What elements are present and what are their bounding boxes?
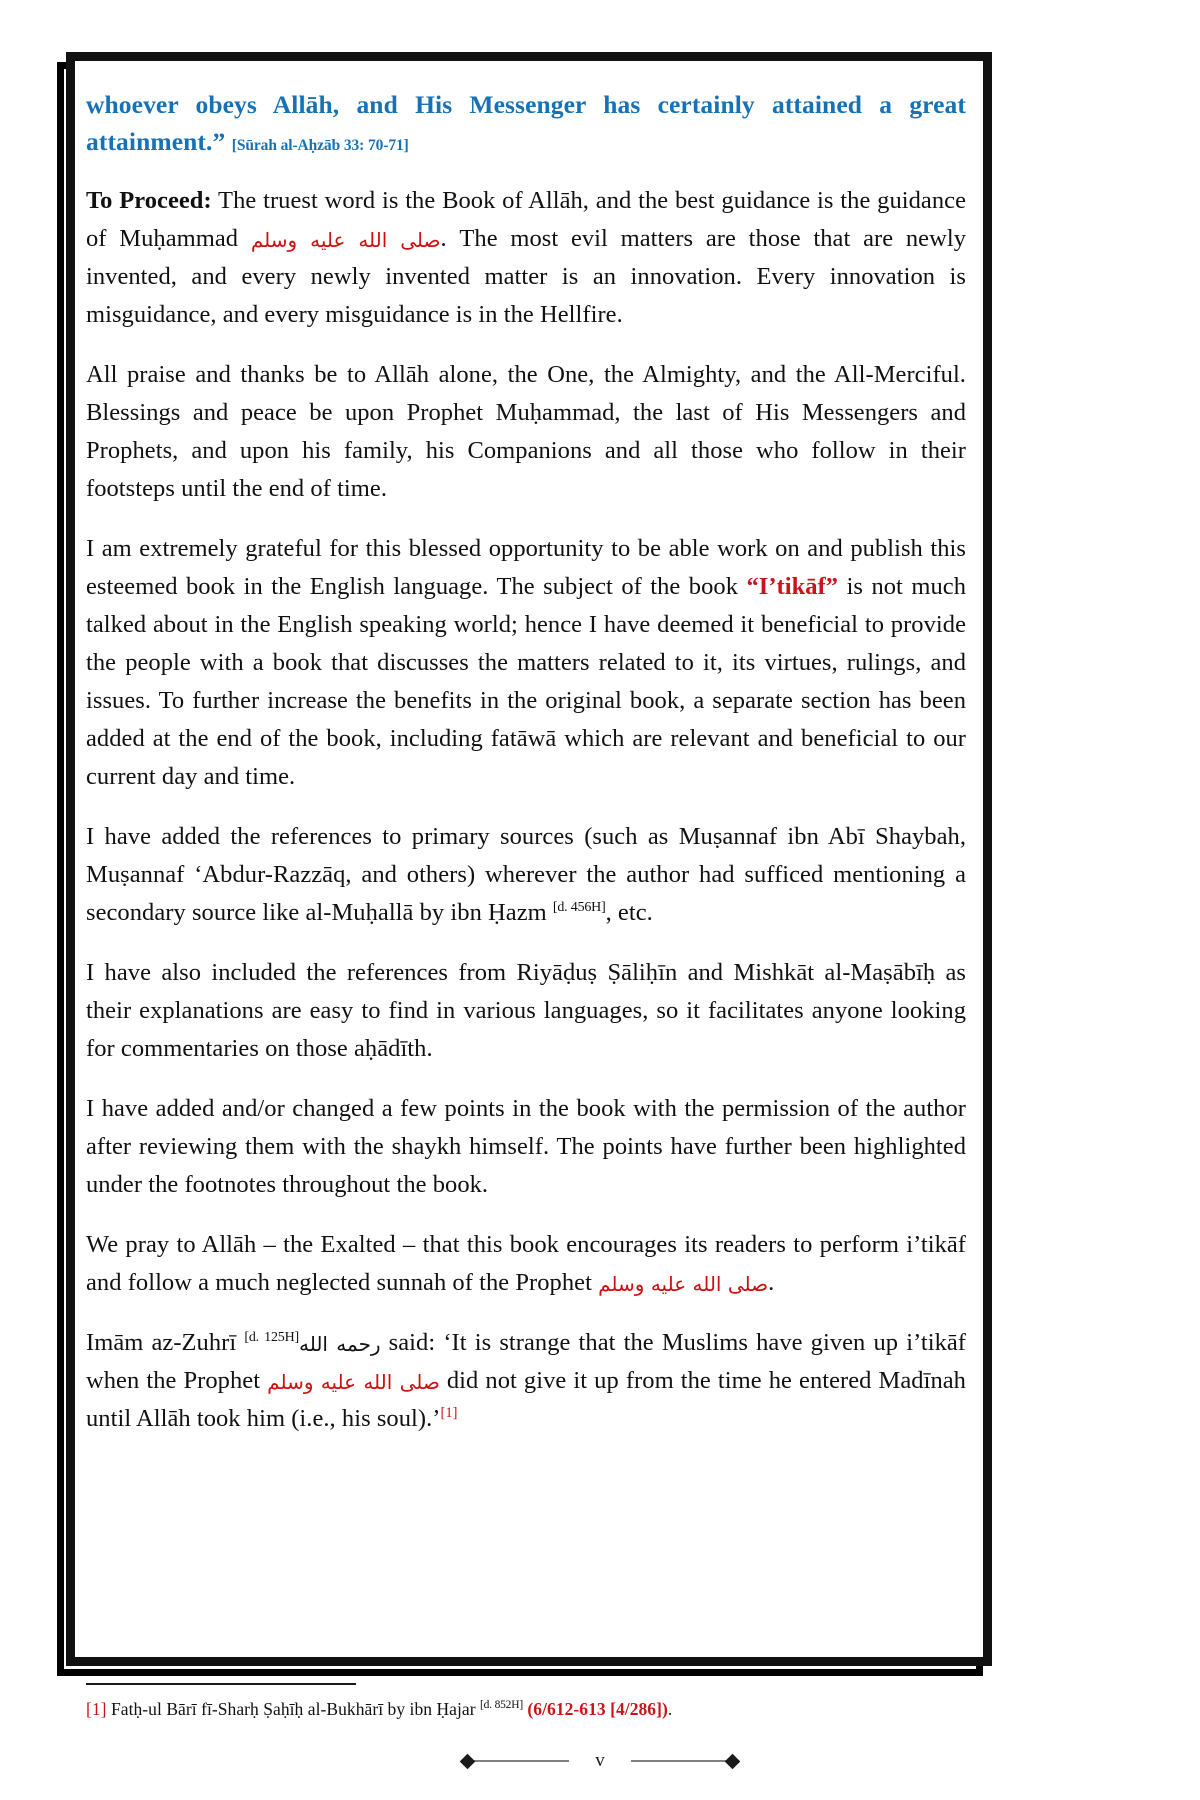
rule-ornament-left [473, 1760, 569, 1762]
footnote-text-after: . [667, 1698, 673, 1719]
footnote-volume-reference: (6/612-613 [4/286]) [527, 1698, 668, 1719]
paragraph-az-zuhri [86, 1324, 966, 1438]
paragraph-riyadus-salihin [86, 954, 966, 1068]
rule-ornament-right [631, 1760, 727, 1762]
diamond-ornament-left-icon [460, 1753, 476, 1769]
footnote-separator-rule [86, 1683, 356, 1685]
references-text-part2: , etc. [605, 898, 653, 926]
to-proceed-text-part1: The truest word is the Book of Allāh, and the best guidance is the guidance of Muḥammad [86, 187, 967, 253]
paragraph-changes [86, 1090, 966, 1204]
paragraph-references [86, 818, 966, 932]
quran-verse-text: whoever obeys Allāh, and His Messenger has certainly attained a great attainment.” [86, 90, 966, 157]
salawat-icon: صلى الله عليه وسلم [598, 1271, 769, 1296]
paragraph-grateful [86, 530, 966, 796]
prayer-text-part2: . [768, 1268, 775, 1296]
salawat-icon: صلى الله عليه وسلم [267, 1369, 440, 1394]
footnote-number: [1] [86, 1698, 107, 1719]
diamond-ornament-right-icon [724, 1753, 740, 1769]
to-proceed-label: To Proceed: [86, 187, 212, 215]
death-date-ibn-hazm: [d. 456H] [552, 899, 606, 915]
grateful-text-part2: is not much talked about in the English speaking world; hence I have deemed it beneficial to provide the people with a book that discusses the matters related to it, its virtues, rulings, and issues. To further increase the benefits in the original book, a separate section has been added at the end of the book, including fatāwā which are relevant and beneficial to our current day and time. [86, 573, 966, 790]
page-folio [0, 1750, 1200, 1772]
page-number: v [595, 1750, 605, 1771]
az-zuhri-text-part3: did not give it up from the time he entered Madīnah until Allāh took him (i.e., his soul).’ [86, 1366, 966, 1432]
references-text-part1: I have added the references to primary sources (such as Muṣannaf ibn Abī Shaybah, Muṣannaf ‘Abdur-Razzāq, and others) wherever the author had sufficed mentioning a secondary source like al-Muḥallā by ibn Ḥazm [86, 822, 966, 926]
quran-verse-block [86, 86, 966, 160]
paragraph-prayer [86, 1226, 966, 1302]
footnote-marker-inline[interactable]: [1] [440, 1404, 458, 1421]
quran-verse-reference: [Sūrah al-Aḥzāb 33: 70-71] [231, 137, 409, 155]
paragraph-to-proceed [86, 182, 966, 334]
death-date-ibn-hajar: [d. 852H] [480, 1698, 523, 1711]
az-zuhri-text-part2: said: ‘It is strange that the Muslims have given up i’tikāf when the Prophet [86, 1328, 967, 1394]
itikaf-highlight: “I’tikāf” [746, 573, 839, 601]
changes-text: I have added and/or changed a few points in the book with the permission of the author after reviewing them with the shaykh himself. The points have further been highlighted under the footnotes throughout the book. [86, 1094, 966, 1198]
to-proceed-text-part2: . The most evil matters are those that are newly invented, and every newly invented matter is an innovation. Every innovation is misguidance, and every misguidance is in the Hellfire. [86, 225, 967, 329]
page-content [86, 86, 966, 1636]
death-date-az-zuhri: [d. 125H] [244, 1329, 299, 1345]
paragraph-praise [86, 356, 966, 508]
paragraph-praise-text: All praise and thanks be to Allāh alone, the One, the Almighty, and the All-Merciful. Blessings and peace be upon Prophet Muḥammad, the last of His Messengers and Prophets, and upon his family, his Companions and all those who follow in their footsteps until the end of time. [86, 361, 966, 503]
footnote-text-before: Fatḥ-ul Bārī fī-Sharḥ Ṣaḥīḥ al-Bukhārī by ibn Ḥajar [106, 1698, 481, 1719]
az-zuhri-text-part1: Imām az-Zuhrī [86, 1328, 245, 1356]
salawat-icon: صلى الله عليه وسلم [250, 228, 441, 253]
footnote-area [86, 1683, 966, 1722]
riyadus-salihin-text: I have also included the references from Riyāḍuṣ Ṣāliḥīn and Mishkāt al-Maṣābīḥ as their explanations are easy to find in various languages, so it facilitates anyone looking for commentaries on those aḥādīth. [86, 958, 966, 1062]
prayer-text-part1: We pray to Allāh – the Exalted – that this book encourages its readers to perform i’tikāf and follow a much neglected sunnah of the Prophet [86, 1230, 966, 1296]
footnote-entry-1 [86, 1697, 966, 1722]
grateful-text-part1: I am extremely grateful for this blessed opportunity to be able work on and publish this esteemed book in the English language. The subject of the book [86, 535, 966, 601]
rahimahullah-icon: رحمه الله [298, 1331, 381, 1356]
